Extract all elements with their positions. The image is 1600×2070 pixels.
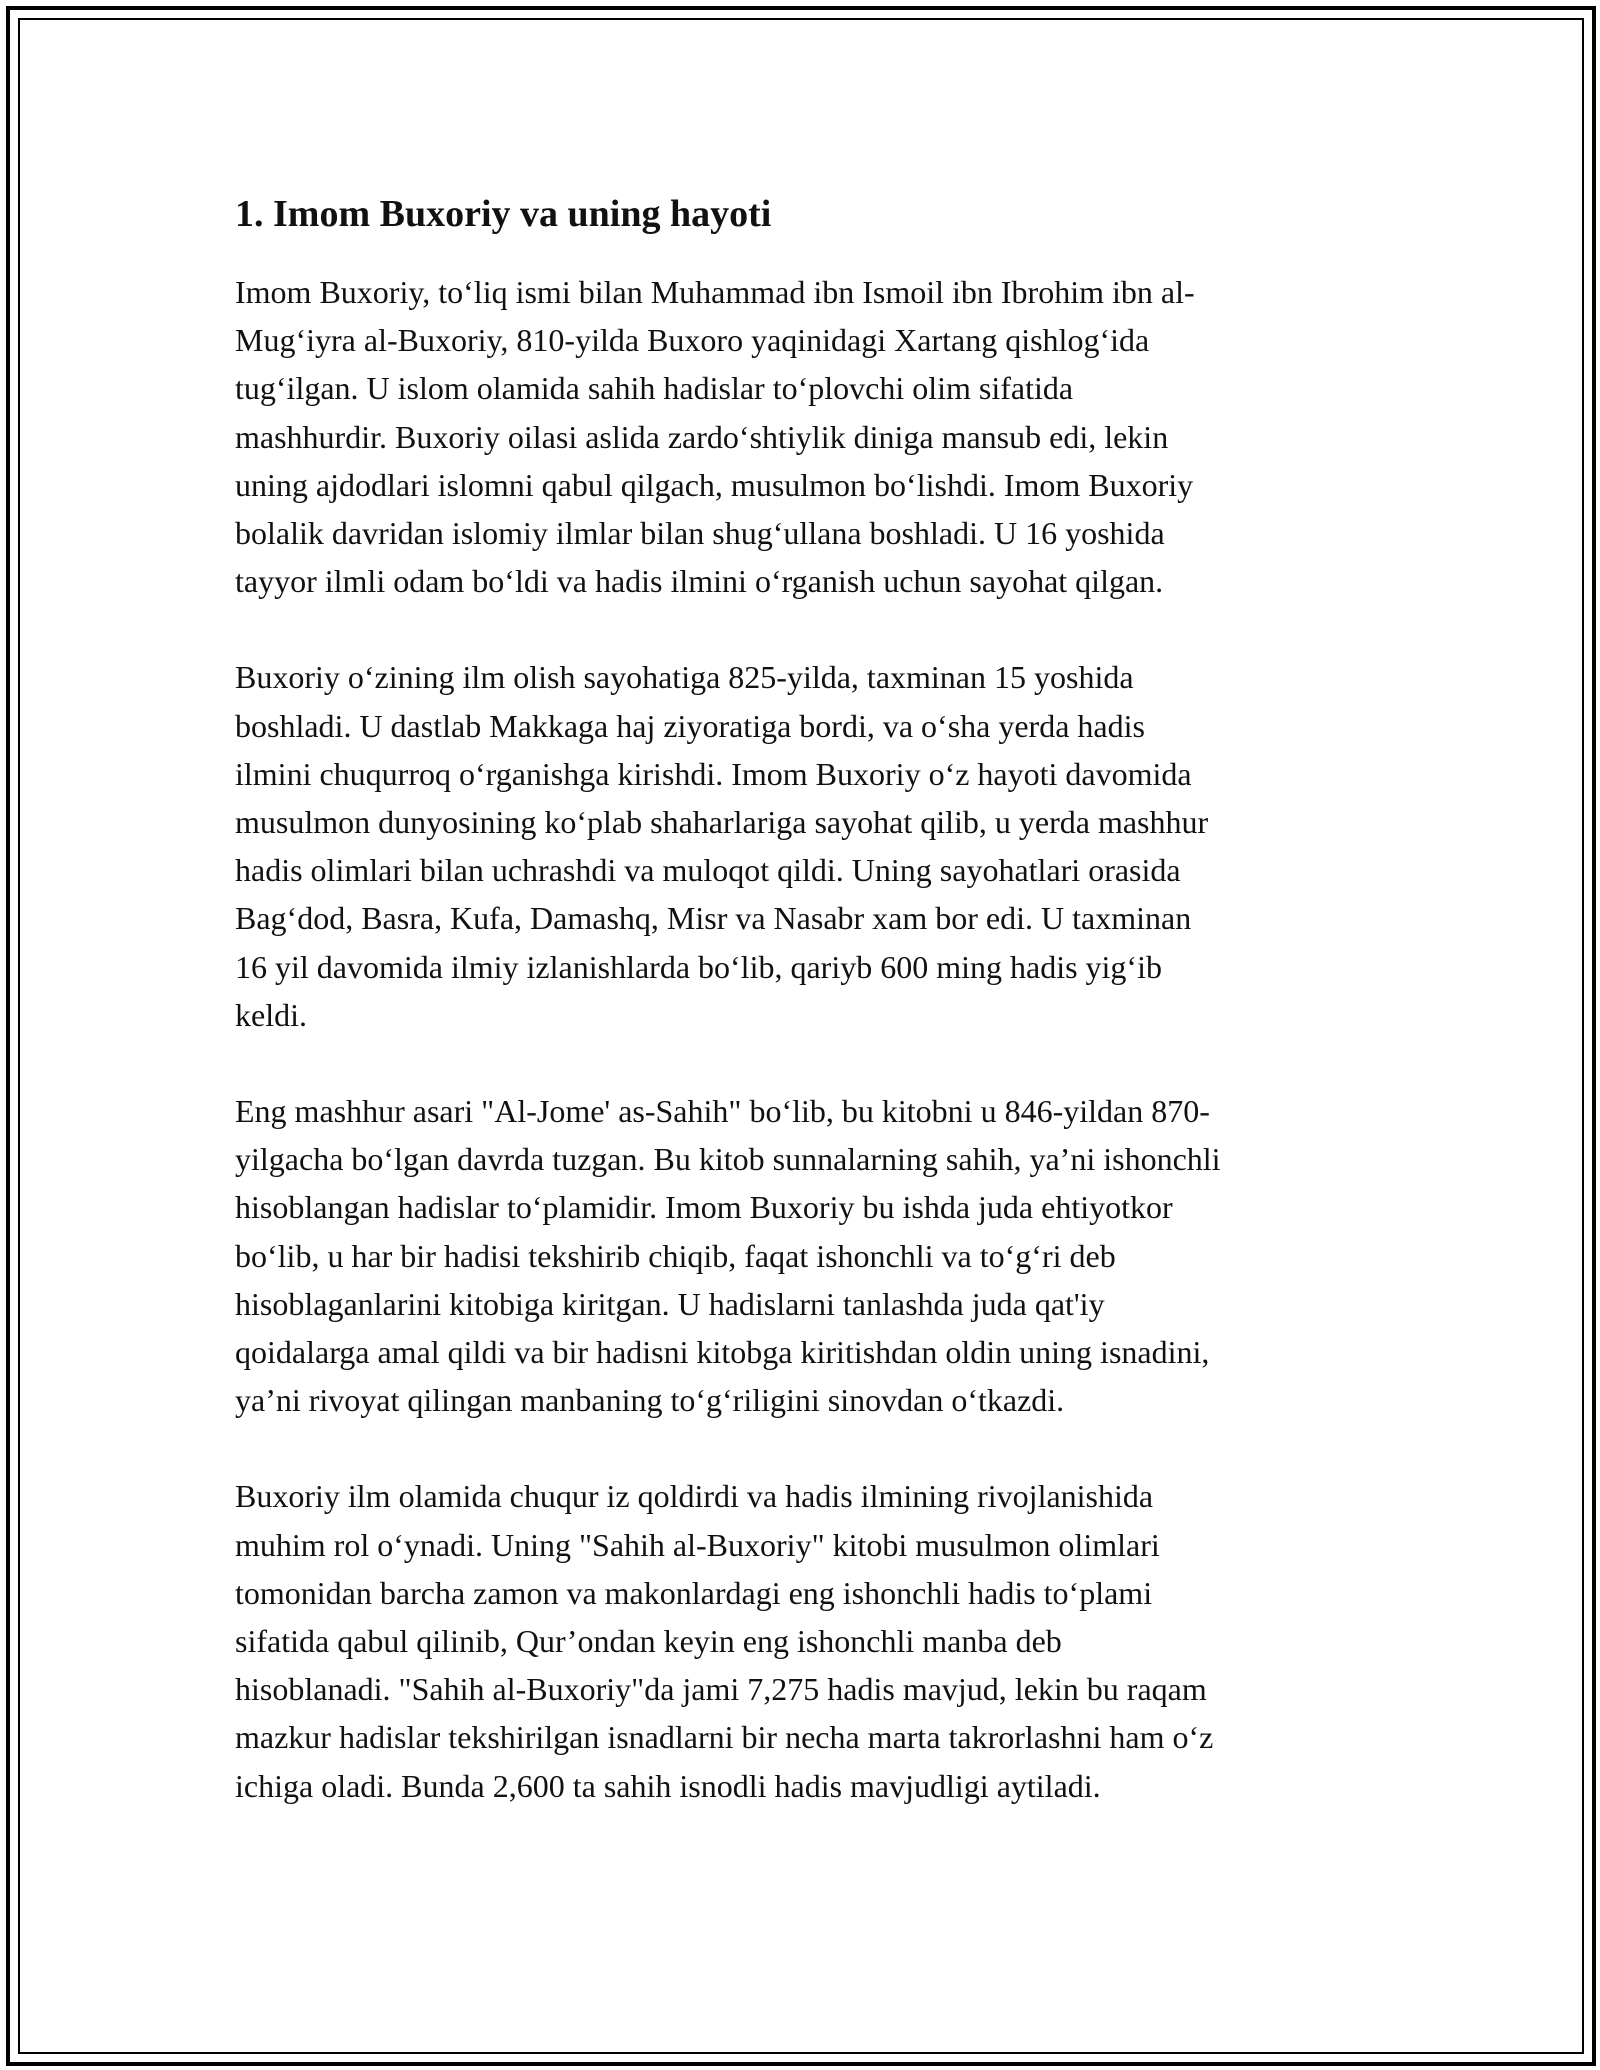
paragraph-3: Eng mashhur asari "Al-Jome' as-Sahih" bo‘lib, bu kitobni u 846-yildan 870- yilgacha bo‘lgan davrda tuzgan. Bu kitob sunnalarning sahih, ya’ni ishonchli hisoblangan hadislar to‘plamidir. Imom Buxoriy bu ishda juda ehtiyotkor bo‘lib, u har bir hadisi tekshirib chiqib, faqat ishonchli va to‘g‘ri deb hisoblaganlarini kitobiga kiritgan. U hadislarni tanlashda juda qat'iy qoidalarga amal qildi va bir hadisni kitobga kiritishdan oldin uning isnadini, ya’ni rivoyat qilingan manbaning to‘g‘riligini sinovdan o‘tkazdi. <box>235 1093 1221 1419</box>
section-heading: 1. Imom Buxoriy va uning hayoti <box>235 193 772 235</box>
paragraph-1: Imom Buxoriy, to‘liq ismi bilan Muhammad ibn Ismoil ibn Ibrohim ibn al- Mug‘iyra al-Buxoriy, 810-yilda Buxoro yaqinidagi Xartang qishlog‘ida tug‘ilgan. U islom olamida sahih hadislar to‘plovchi olim sifatida mashhurdir. Buxoriy oilasi aslida zardo‘shtiylik diniga mansub edi, lekin uning ajdodlari islomni qabul qilgach, musulmon bo‘lishdi. Imom Buxoriy bolalik davridan islomiy ilmlar bilan shug‘ullana boshladi. U 16 yoshida tayyor ilmli odam bo‘ldi va hadis ilmini o‘rganish uchun sayohat qilgan. <box>235 274 1195 600</box>
paragraph-2: Buxoriy o‘zining ilm olish sayohatiga 825-yilda, taxminan 15 yoshida boshladi. U dastlab Makkaga haj ziyoratiga bordi, va o‘sha yerda hadis ilmini chuqurroq o‘rganishga kirishdi. Imom Buxoriy o‘z hayoti davomida musulmon dunyosining ko‘plab shaharlariga sayohat qilib, u yerda mashhur hadis olimlari bilan uchrashdi va muloqot qildi. Uning sayohatlari orasida Bag‘dod, Basra, Kufa, Damashq, Misr va Nasabr xam bor edi. U taxminan 16 yil davomida ilmiy izlanishlarda bo‘lib, qariyb 600 ming hadis yig‘ib keldi. <box>235 659 1209 1033</box>
paragraph-4: Buxoriy ilm olamida chuqur iz qoldirdi va hadis ilmining rivojlanishida muhim rol o‘ynadi. Uning "Sahih al-Buxoriy" kitobi musulmon olimlari tomonidan barcha zamon va makonlardagi eng ishonchli hadis to‘plami sifatida qabul qilinib, Qur’ondan keyin eng ishonchli manba deb hisoblanadi. "Sahih al-Buxoriy"da jami 7,275 hadis mavjud, lekin bu raqam mazkur hadislar tekshirilgan isnadlarni bir necha marta takrorlashni ham o‘z ichiga oladi. Bunda 2,600 ta sahih isnodli hadis mavjudligi aytiladi. <box>235 1478 1214 1804</box>
document-body <box>235 186 1375 1858</box>
